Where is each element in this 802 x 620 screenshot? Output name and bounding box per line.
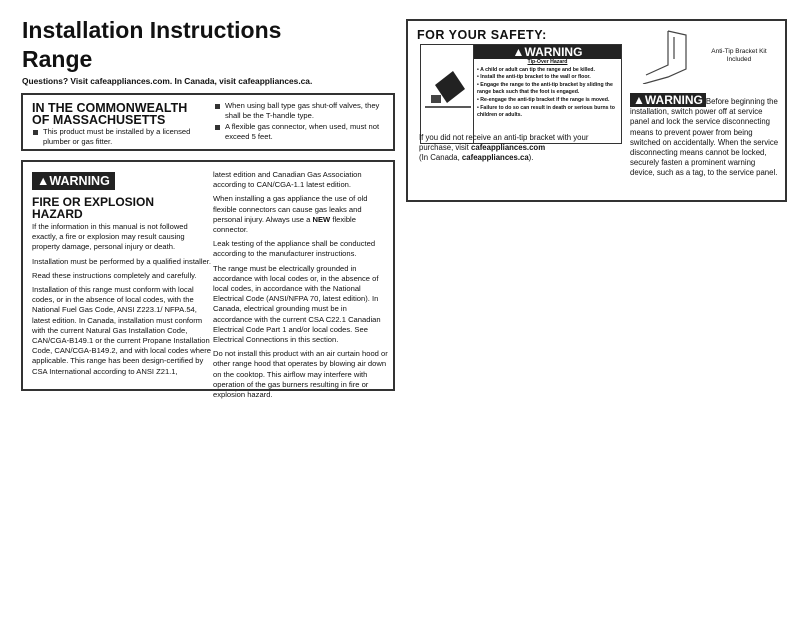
- fire-heading-1: FIRE OR EXPLOSION: [32, 195, 155, 209]
- mass-bullet: When using ball type gas shut-off valves, they shall be the T-handle type.: [215, 101, 390, 121]
- massachusetts-box: [21, 93, 395, 151]
- warning-badge: ▲WARNING: [630, 93, 706, 107]
- power-warning: ▲WARNING Before beginning the installation, switch power off at service panel and lock the service disconnecting means to prevent power from being switched on accidentally. When the service disconnecting means cannot be locked, securely fasten a prominent warning device, such as a tag, to the service panel.: [630, 93, 779, 178]
- fire-heading-2: HAZARD: [32, 207, 83, 221]
- safety-heading: FOR YOUR SAFETY:: [417, 28, 547, 42]
- mass-bullet: This product must be installed by a licensed plumber or gas fitter.: [33, 127, 213, 147]
- tip-over-warning: [420, 44, 622, 144]
- warning-badge: ▲WARNING: [474, 45, 621, 59]
- fire-warning-box: [21, 160, 395, 400]
- fire-right-column: latest edition and Canadian Gas Association according to CAN/CGA-1.1 latest edition. When installing a gas appliance the use of old flexible connectors can cause gas leaks and personal injury. Always use a NEW flexible connector. Leak testing of the appliance shall be conducted according to the manufacturer instructions. The range must be electrically grounded in accordance with local codes or, in the absence of local codes, in accordance with the National Electrical Code (ANSI/NFPA 70, latest edition). In Canada, electrical grounding must be in accordance with the current CSA C22.1 Canadian Electrical Code Part 1 and/or local codes. See Electrical Connections in this section. Do not install this product with an air curtain hood or other range hood that operates by blowing air down on the cooktop. This airflow may interfere with operation of the gas burners resulting in fire or explosion hazard.: [213, 170, 388, 400]
- anti-tip-bracket-image: [638, 29, 708, 84]
- tipping-range-icon: [425, 65, 471, 113]
- subtitle: Range: [22, 46, 93, 72]
- tip-over-subtitle: Tip-Over Hazard: [527, 59, 568, 65]
- questions-line: Questions? Visit cafeappliances.com. In Canada, visit cafeappliances.ca.: [22, 76, 313, 86]
- kit-caption: Anti-Tip Bracket Kit Included: [711, 48, 767, 63]
- mass-heading-1: IN THE COMMONWEALTH: [32, 101, 188, 115]
- safety-box: [406, 19, 787, 202]
- tip-over-bullets: • A child or adult can tip the range and be killed. • Install the anti-tip bracket to the wall or floor. • Engage the range to the anti-tip bracket by sliding the range back such that the foot is engaged. • Re-engage the anti-tip bracket if the range is moved. • Failure to do so can result in death or serious burns to children or adults.: [477, 66, 615, 119]
- fire-left-column: If the information in this manual is not followed exactly, a fire or explosion may result causing property damage, personal injury or death. Installation must be performed by a qualified installer. Read these instructions completely and carefully. Installation of this range must conform with local codes, or in the absence of local codes, with the National Fuel Gas Code, ANSI Z223.1/ NFPA.54, latest edition. In Canada, installation must conform with the current Natural Gas Installation Code, CAN/CGA-B149.1 or the current Propane Installation Code, CAN/CGA-B149.2, and with local codes where applicable. This range has been design-certified by CSA International according to ANSI Z21.1,: [32, 222, 211, 376]
- warning-badge: ▲WARNING: [32, 172, 115, 190]
- mass-heading-2: OF MASSACHUSETTS: [32, 113, 166, 127]
- cafe-link[interactable]: cafeappliances.com: [471, 143, 546, 153]
- title: Installation Instructions: [22, 17, 282, 43]
- bracket-note: If you did not receive an anti-tip bracket with your purchase, visit cafeappliances.com (In Canada, cafeappliances.ca).: [419, 133, 589, 163]
- cafe-canada-link[interactable]: cafeappliances.ca: [461, 153, 529, 163]
- mass-bullet: A flexible gas connector, when used, must not exceed 5 feet.: [215, 122, 390, 142]
